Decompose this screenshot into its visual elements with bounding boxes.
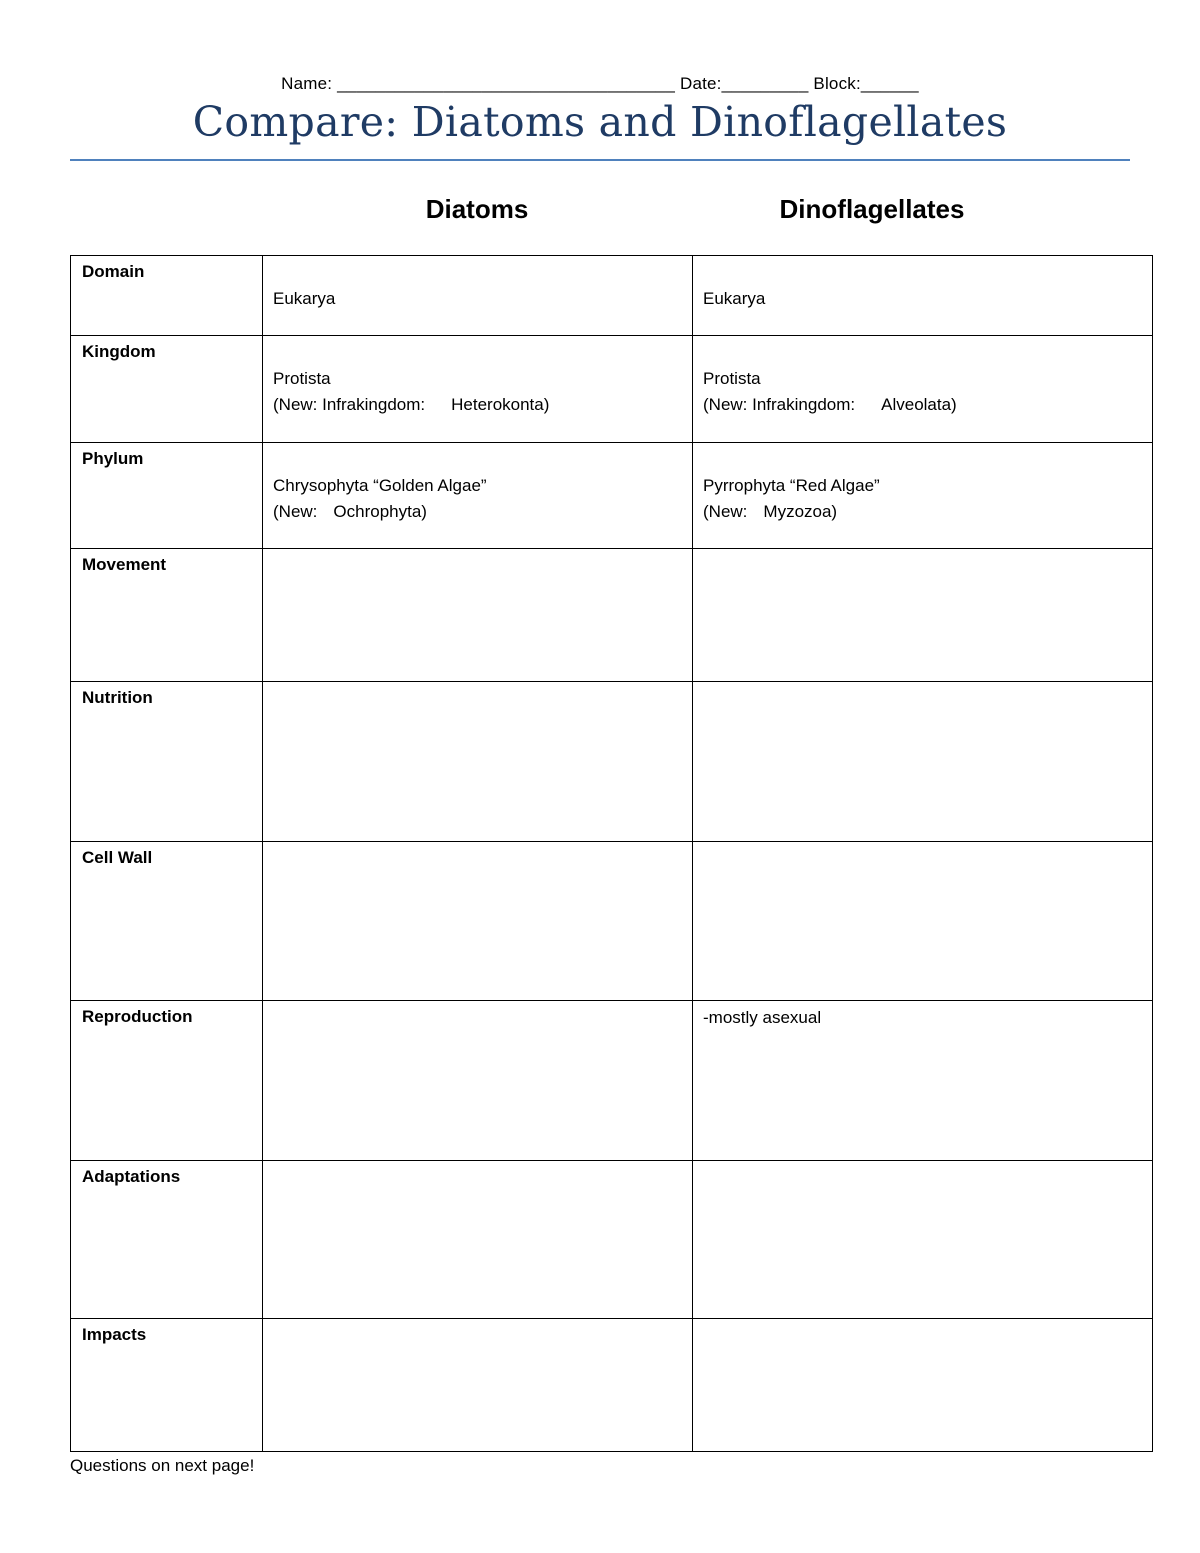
- row-label-cell-wall: Cell Wall: [71, 842, 263, 1001]
- column-header-diatoms: Diatoms: [425, 194, 529, 224]
- row-label-adaptations: Adaptations: [71, 1161, 263, 1319]
- cell-phylum-dinoflagellates[interactable]: [693, 443, 1153, 549]
- row-label-reproduction: Reproduction: [71, 1001, 263, 1161]
- cell-domain-dinoflagellates-text: Eukarya: [703, 289, 766, 308]
- footer-note: Questions on next page!: [70, 1456, 255, 1475]
- cell-nutrition-dinoflagellates[interactable]: [693, 682, 1153, 842]
- cell-kingdom-diatoms[interactable]: [263, 336, 693, 443]
- cell-domain-dinoflagellates[interactable]: [693, 256, 1153, 336]
- cell-domain-diatoms-text: Eukarya: [273, 289, 336, 308]
- cell-cell-wall-dinoflagellates[interactable]: [693, 842, 1153, 1001]
- cell-adaptations-diatoms[interactable]: [263, 1161, 693, 1319]
- cell-domain-diatoms[interactable]: [263, 256, 693, 336]
- phylum-dino-line2: [703, 499, 1152, 525]
- reproduction-dino-text: -mostly asexual: [703, 1008, 822, 1027]
- kingdom-dino-new-value: Alveolata): [881, 395, 957, 414]
- table-row-impacts: [71, 1319, 1153, 1452]
- cell-nutrition-diatoms[interactable]: [263, 682, 693, 842]
- row-label-nutrition: Nutrition: [71, 682, 263, 842]
- column-header-dinoflagellates: Dinoflagellates: [779, 194, 965, 224]
- kingdom-dino-new-prefix: (New: Infrakingdom:: [703, 395, 856, 414]
- table-row-domain: [71, 256, 1153, 336]
- cell-reproduction-diatoms[interactable]: [263, 1001, 693, 1161]
- table-row-reproduction: [71, 1001, 1153, 1161]
- row-label-phylum: Phylum: [71, 443, 263, 549]
- phylum-diatoms-line1: Chrysophyta “Golden Algae”: [273, 476, 487, 495]
- table-row-nutrition: [71, 682, 1153, 842]
- row-label-movement: Movement: [71, 549, 263, 682]
- phylum-dino-new-prefix: (New:: [703, 502, 748, 521]
- page-title: Compare: Diatoms and Dinoflagellates: [192, 98, 1008, 146]
- kingdom-diatoms-new-value: Heterokonta): [451, 395, 550, 414]
- title-divider: [70, 159, 1130, 161]
- name-date-block-line: Name: ___________________________________ Date:_________ Block:______: [281, 74, 919, 93]
- row-label-impacts: Impacts: [71, 1319, 263, 1452]
- row-label-domain: Domain: [71, 256, 263, 336]
- cell-movement-dinoflagellates[interactable]: [693, 549, 1153, 682]
- phylum-diatoms-new-prefix: (New:: [273, 502, 318, 521]
- table-row-phylum: [71, 443, 1153, 549]
- cell-reproduction-dinoflagellates[interactable]: [693, 1001, 1153, 1161]
- kingdom-diatoms-line1: Protista: [273, 369, 331, 388]
- cell-cell-wall-diatoms[interactable]: [263, 842, 693, 1001]
- row-label-kingdom: Kingdom: [71, 336, 263, 443]
- table-row-cell-wall: [71, 842, 1153, 1001]
- phylum-diatoms-line2: [273, 499, 692, 525]
- phylum-dino-line1: Pyrrophyta “Red Algae”: [703, 476, 880, 495]
- cell-impacts-dinoflagellates[interactable]: [693, 1319, 1153, 1452]
- cell-movement-diatoms[interactable]: [263, 549, 693, 682]
- cell-impacts-diatoms[interactable]: [263, 1319, 693, 1452]
- cell-kingdom-dinoflagellates[interactable]: [693, 336, 1153, 443]
- comparison-table: [70, 255, 1153, 1452]
- kingdom-dino-line1: Protista: [703, 369, 761, 388]
- cell-adaptations-dinoflagellates[interactable]: [693, 1161, 1153, 1319]
- table-row-movement: [71, 549, 1153, 682]
- table-row-kingdom: [71, 336, 1153, 443]
- phylum-dino-new-value: Myzozoa): [763, 502, 838, 521]
- cell-phylum-diatoms[interactable]: [263, 443, 693, 549]
- phylum-diatoms-new-value: Ochrophyta): [333, 502, 427, 521]
- kingdom-dino-line2: [703, 392, 1152, 418]
- kingdom-diatoms-line2: [273, 392, 692, 418]
- kingdom-diatoms-new-prefix: (New: Infrakingdom:: [273, 395, 426, 414]
- table-row-adaptations: [71, 1161, 1153, 1319]
